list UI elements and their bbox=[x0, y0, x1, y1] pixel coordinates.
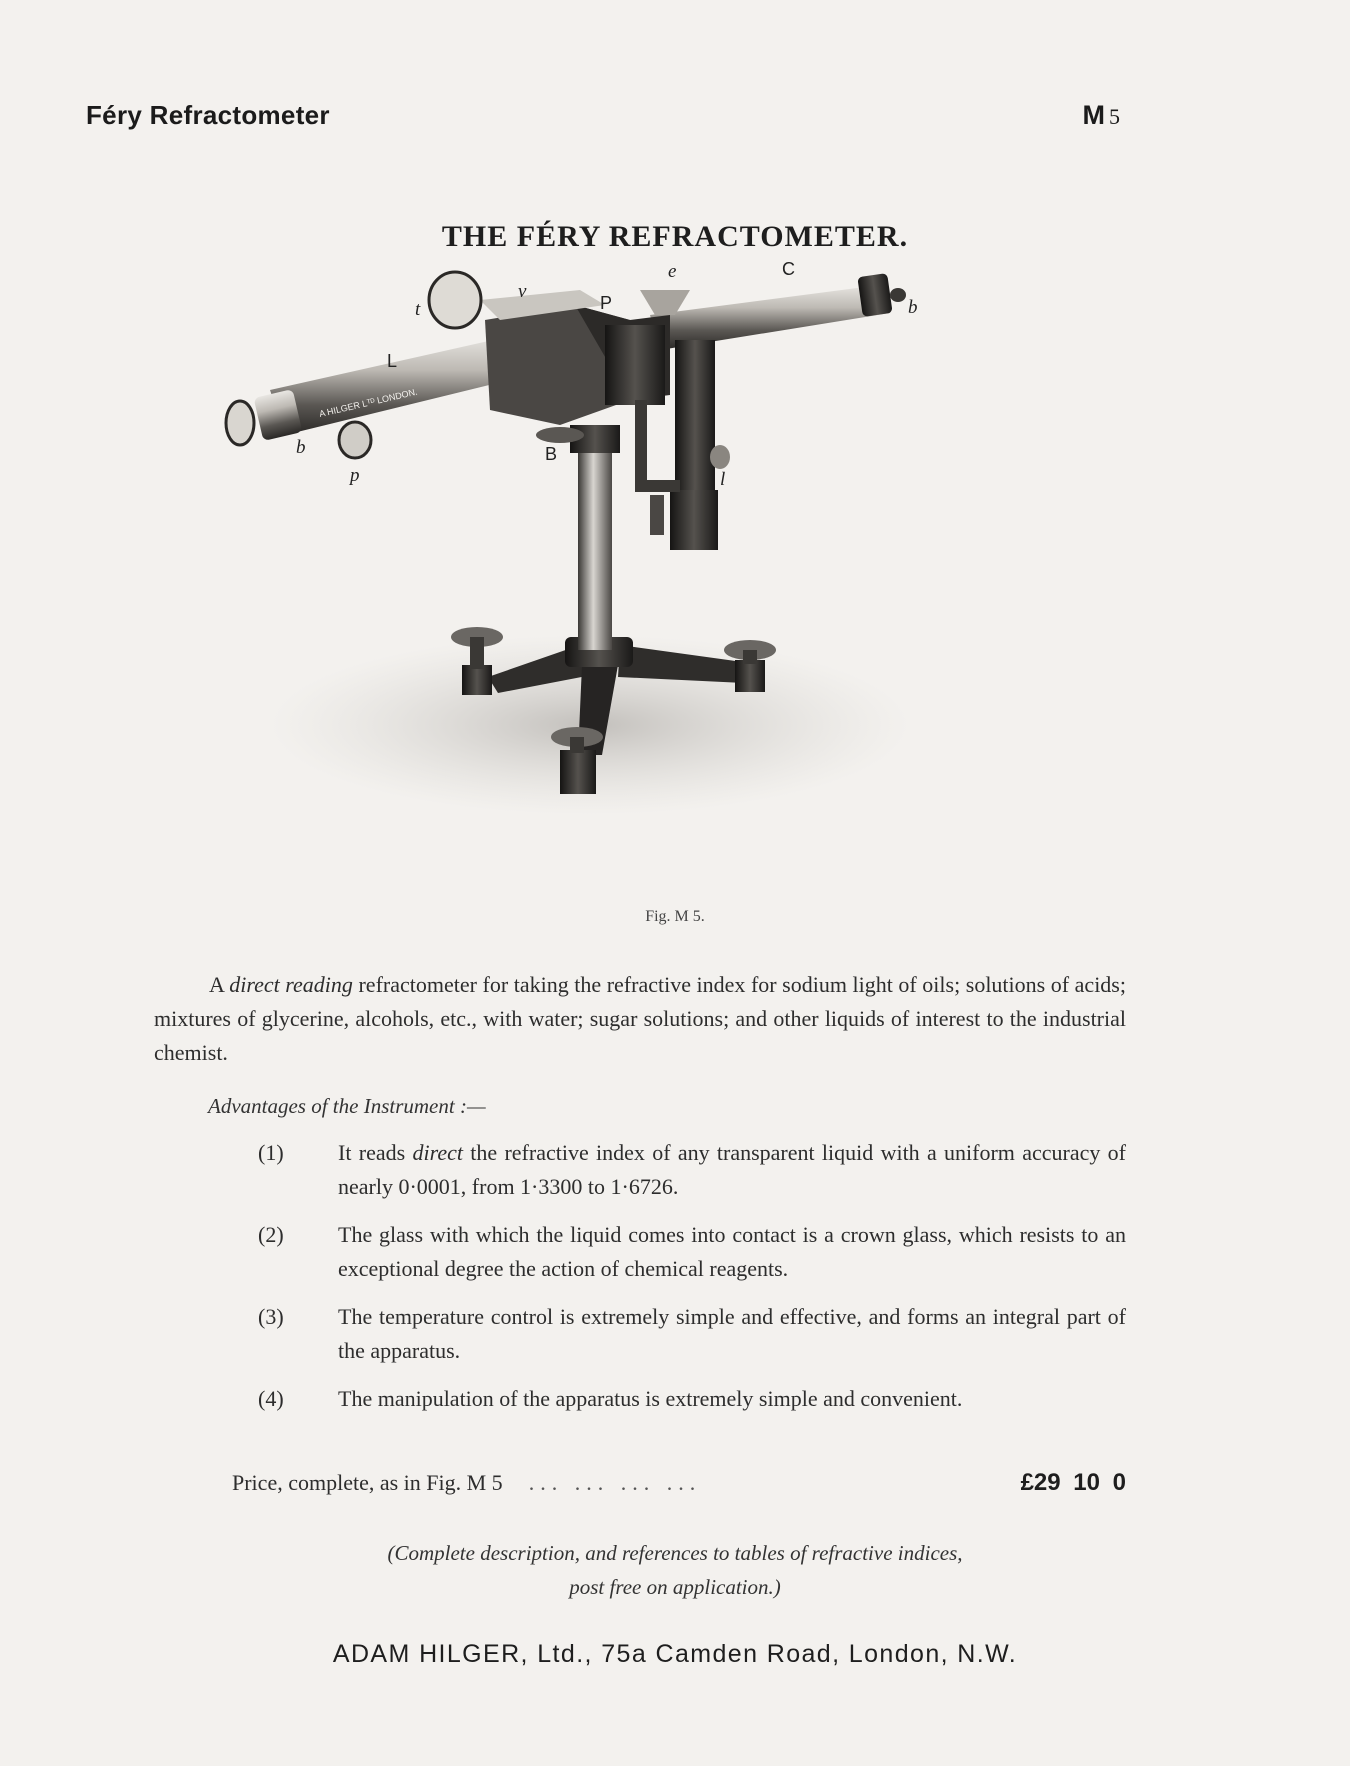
list-item-number: (3) bbox=[258, 1304, 284, 1329]
intro-emphasis: direct reading bbox=[229, 972, 353, 997]
figure-caption: Fig. M 5. bbox=[645, 908, 705, 925]
page-code bbox=[1083, 100, 1121, 131]
price-label: Price, complete, as in Fig. M 5 bbox=[232, 1470, 503, 1495]
refractometer-drawing bbox=[230, 259, 1030, 905]
advantages-list bbox=[258, 1136, 1126, 1430]
list-item-emphasis: direct bbox=[412, 1140, 463, 1165]
list-item bbox=[258, 1300, 1126, 1368]
publisher-footer: ADAM HILGER, Ltd., 75a Camden Road, London, N.W. bbox=[332, 1640, 1018, 1668]
intro-text: refractometer for taking the refractive index for sodium light of oils; solutions of acids; mixtures of glycerine, alcohols, etc., with water; sugar solutions; and other liquids of interest to the industrial chemist. bbox=[154, 972, 1126, 1065]
list-item bbox=[258, 1382, 1126, 1416]
price-line bbox=[232, 1469, 1126, 1497]
refractometer-illustration bbox=[230, 259, 1030, 905]
availability-note bbox=[0, 1536, 1350, 1604]
note-line-1: (Complete description, and references to tables of refractive indices, bbox=[387, 1541, 963, 1565]
label-l-lower: l bbox=[720, 469, 726, 490]
page-code-number: 5 bbox=[1109, 104, 1120, 129]
price-leader: ... ... ... ... bbox=[528, 1470, 702, 1495]
label-v: v bbox=[518, 281, 527, 302]
intro-paragraph bbox=[154, 968, 1126, 1070]
page-title: THE FÉRY REFRACTOMETER. bbox=[441, 220, 909, 253]
label-e: e bbox=[668, 261, 677, 282]
list-item-text: The temperature control is extremely simple and effective, and forms an integral part of the apparatus. bbox=[338, 1304, 1126, 1363]
advantages-heading: Advantages of the Instrument :— bbox=[208, 1094, 486, 1118]
running-title: Féry Refractometer bbox=[86, 100, 330, 130]
intro-prefix: A bbox=[209, 972, 230, 997]
list-item-number: (1) bbox=[258, 1140, 284, 1165]
label-l: L bbox=[387, 351, 398, 371]
label-t: t bbox=[415, 299, 421, 320]
label-b-upper: B bbox=[545, 444, 558, 464]
label-p: P bbox=[600, 293, 613, 313]
price-value: £29 10 0 bbox=[1020, 1469, 1126, 1496]
label-p-lower: p bbox=[350, 465, 360, 486]
page-code-letter: M bbox=[1082, 100, 1105, 130]
label-b-left: b bbox=[296, 437, 306, 458]
list-item-number: (4) bbox=[258, 1386, 284, 1411]
list-item-number: (2) bbox=[258, 1222, 284, 1247]
support-column bbox=[578, 450, 612, 650]
list-item bbox=[258, 1218, 1126, 1286]
engraving-text: A HILGER Lᵀᴰ LONDON. bbox=[318, 386, 419, 419]
label-c: C bbox=[782, 259, 795, 279]
list-item-text: The glass with which the liquid comes into contact is a crown glass, which resists to an exceptional degree the action of chemical reagents. bbox=[338, 1222, 1126, 1281]
list-item-text: The manipulation of the apparatus is extremely simple and convenient. bbox=[338, 1386, 963, 1411]
list-item-text-rest: the refractive index of any transparent liquid with a uniform accuracy of nearly 0·0001, from 1·3300 to 1·6726. bbox=[338, 1140, 1127, 1199]
note-line-2: post free on application.) bbox=[569, 1575, 781, 1599]
list-item-text: It reads bbox=[338, 1140, 413, 1165]
list-item bbox=[258, 1136, 1126, 1204]
collimator-tube bbox=[650, 273, 906, 350]
running-head bbox=[86, 100, 1120, 131]
label-b-right: b bbox=[908, 297, 918, 318]
